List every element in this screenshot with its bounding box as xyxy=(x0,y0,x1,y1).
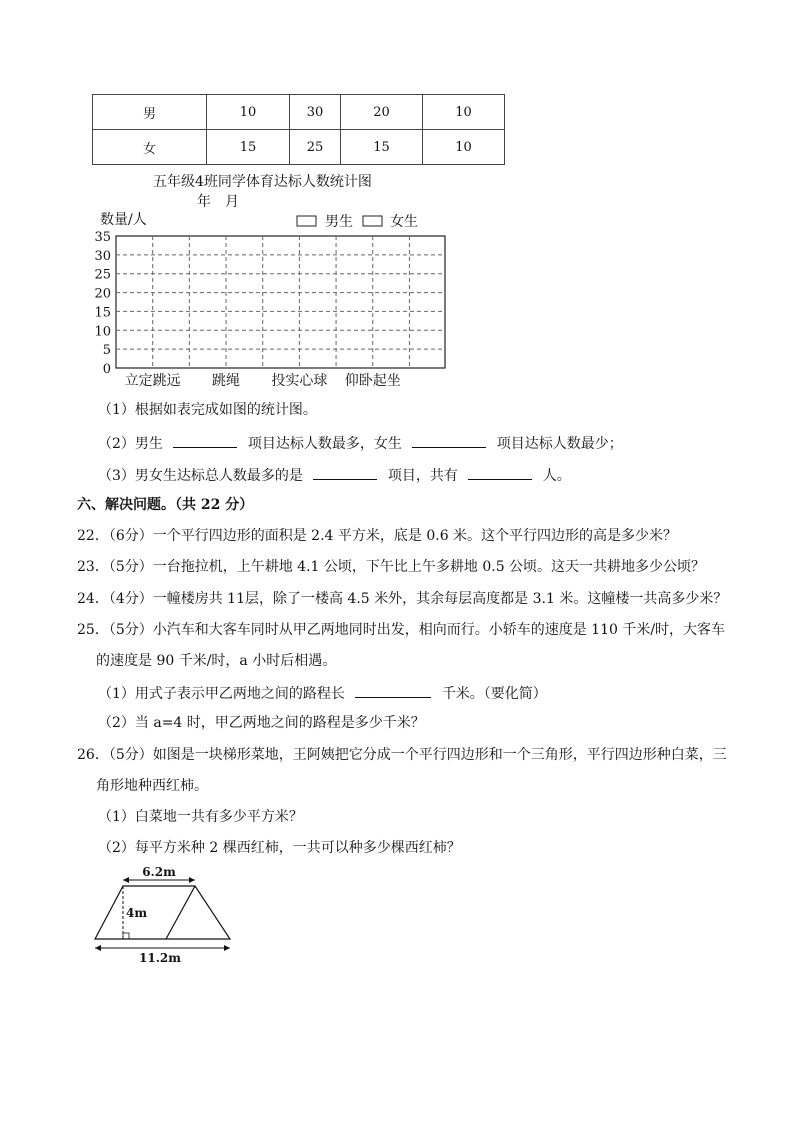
row-label: 女 xyxy=(93,130,207,165)
height-label: 4m xyxy=(126,906,148,920)
y-tick-label: 10 xyxy=(94,324,111,340)
y-tick-label: 35 xyxy=(94,230,111,245)
y-tick-label: 15 xyxy=(94,305,111,321)
table-cell: 15 xyxy=(341,130,423,165)
problem-22: 22．（6分）一个平行四边形的面积是 2.4 平方米，底是 0.6 米。这个平行四边形的高是多少米？ xyxy=(77,528,678,544)
y-tick-label: 25 xyxy=(94,267,111,283)
legend-label-girls: 女生 xyxy=(390,214,418,230)
y-tick-label: 20 xyxy=(94,286,111,302)
table-cell: 10 xyxy=(423,95,505,130)
right-angle-icon xyxy=(123,933,129,939)
bar-chart xyxy=(80,206,460,392)
problem-25-sub-1 xyxy=(98,683,547,703)
question-3-part-a: （3）男女生达标总人数最多的是 xyxy=(98,468,303,484)
y-tick-labels xyxy=(94,230,111,377)
table-cell: 25 xyxy=(290,130,341,165)
question-2-part-b: 项目达标人数最多，女生 xyxy=(247,436,402,452)
problem-25-sub-2: （2）当 a=4 时，甲乙两地之间的路程是多少千米？ xyxy=(98,715,425,731)
problem-24: 24．（4分）一幢楼房共 11层，除了一楼高 4.5 米外，其余每层高度都是 3.1 米。这幢楼一共高多少米？ xyxy=(77,591,728,607)
arrow-head-icon xyxy=(95,945,101,951)
x-tick-label: 立定跳远 xyxy=(124,373,181,389)
arrow-head-icon xyxy=(123,877,129,883)
trapezoid-outline xyxy=(95,886,230,939)
legend-swatch-boys xyxy=(297,216,316,226)
problem-26-line-2: 角形地种西红柿。 xyxy=(96,778,208,794)
x-tick-label: 仰卧起坐 xyxy=(344,373,401,389)
table-cell: 15 xyxy=(207,130,290,165)
question-2-part-c: 项目达标人数最少； xyxy=(496,436,623,452)
problem-26-sub-1: （1）白菜地一共有多少平方米？ xyxy=(98,809,303,825)
question-1: （1）根据如表完成如图的统计图。 xyxy=(98,402,317,418)
table-cell: 10 xyxy=(423,130,505,165)
problem-23: 23．（5分）一台拖拉机，上午耕地 4.1 公顷，下午比上午多耕地 0.5 公顷。这天一共耕地多少公顷？ xyxy=(77,559,706,575)
x-tick-label: 投实心球 xyxy=(271,373,328,389)
answer-blank[interactable] xyxy=(355,683,431,698)
answer-blank[interactable] xyxy=(173,433,237,448)
answer-blank[interactable] xyxy=(468,465,532,480)
y-tick-label: 0 xyxy=(102,362,111,377)
trapezoid-figure xyxy=(88,862,238,968)
top-length-label: 6.2m xyxy=(142,865,176,879)
y-axis-label: 数量/人 xyxy=(100,212,147,228)
table-row xyxy=(93,95,505,130)
question-3 xyxy=(98,465,571,485)
y-tick-label: 5 xyxy=(102,343,111,359)
question-3-part-c: 人。 xyxy=(542,468,571,484)
chart-frame xyxy=(116,236,445,368)
problem-26-line-1: 26．（5分）如图是一块梯形菜地，王阿姨把它分成一个平行四边形和一个三角形，平行四边形种白菜，三 xyxy=(77,747,727,763)
question-3-part-b: 项目，共有 xyxy=(387,468,458,484)
section-heading: 六、解决问题。（共 22 分） xyxy=(77,497,254,513)
legend-swatch-girls xyxy=(363,216,382,226)
chart-subtitle: 年 月 xyxy=(197,194,239,210)
arrow-head-icon xyxy=(189,877,195,883)
row-label: 男 xyxy=(93,95,207,130)
question-2-part-a: （2）男生 xyxy=(98,436,163,452)
table-row xyxy=(93,130,505,165)
answer-blank[interactable] xyxy=(412,433,486,448)
table-cell: 20 xyxy=(341,95,423,130)
table-cell: 30 xyxy=(290,95,341,130)
problem-26-sub-2: （2）每平方米种 2 棵西红柿，一共可以种多少棵西红柿？ xyxy=(98,840,461,856)
chart-title: 五年级4班同学体育达标人数统计图 xyxy=(153,174,372,190)
x-tick-labels xyxy=(125,372,401,389)
data-table xyxy=(92,94,505,165)
y-tick-label: 30 xyxy=(94,248,111,264)
divider-line xyxy=(166,886,195,939)
problem-25-sub-1-b: 千米。（要化简） xyxy=(441,686,547,702)
x-tick-label: 跳绳 xyxy=(212,373,241,389)
problem-25-line-1: 25．（5分）小汽车和大客车同时从甲乙两地同时出发，相向而行。小轿车的速度是 110 千米/时，大客车 xyxy=(77,622,726,638)
chart-grid xyxy=(116,236,445,368)
table-cell: 10 xyxy=(207,95,290,130)
bottom-length-label: 11.2m xyxy=(139,951,181,965)
problem-25-line-2: 的速度是 90 千米/时，a 小时后相遇。 xyxy=(96,653,337,669)
question-2 xyxy=(98,433,623,453)
arrow-head-icon xyxy=(224,945,230,951)
problem-25-sub-1-a: （1）用式子表示甲乙两地之间的路程长 xyxy=(98,686,345,702)
answer-blank[interactable] xyxy=(313,465,377,480)
legend-label-boys: 男生 xyxy=(325,214,353,230)
